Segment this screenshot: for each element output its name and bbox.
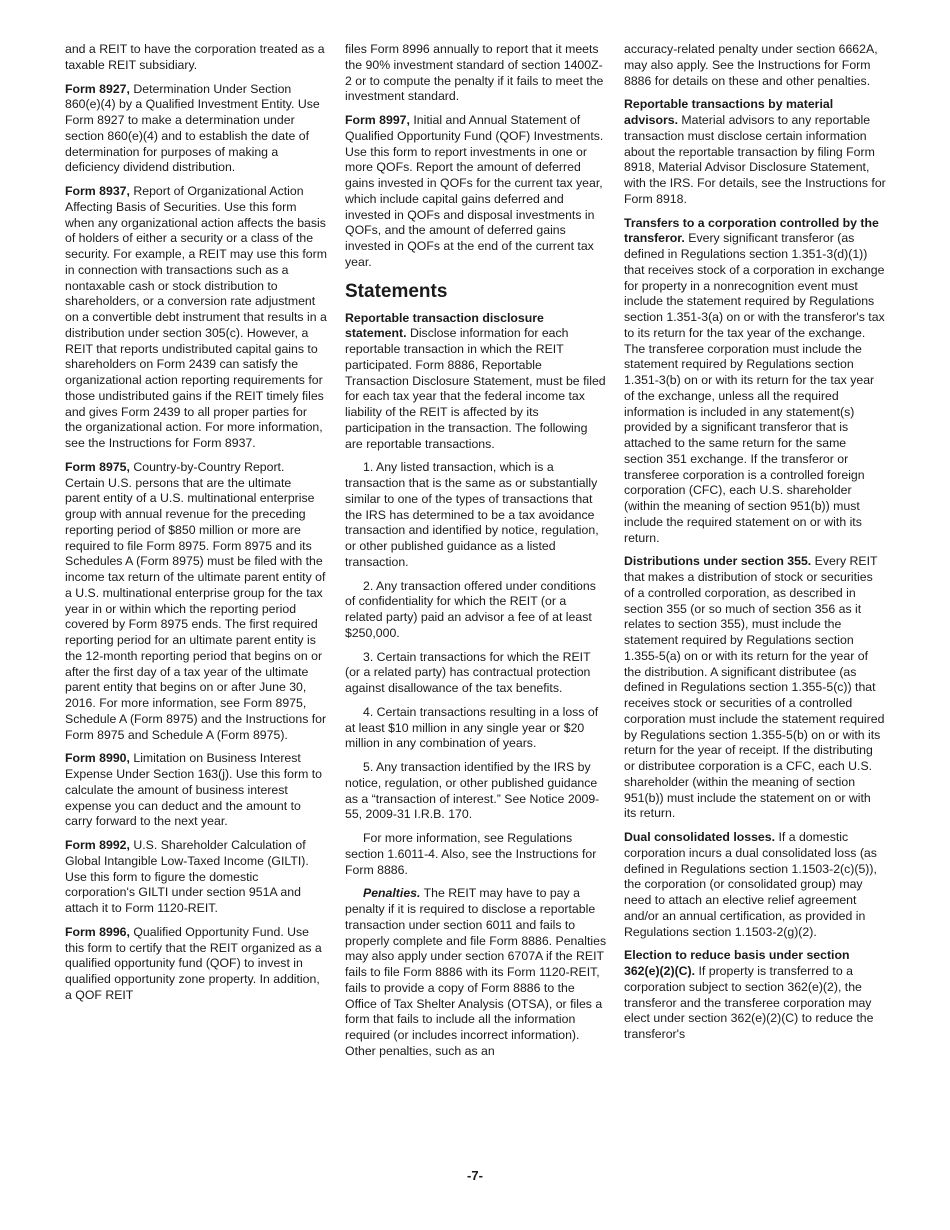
paragraph-distributions-355: Distributions under section 355. Every REIT that makes a distribution of stock or securities of a controlled corporation, as described in section 355 (or so much of section 356 as it relates to section 355), must include the statement required by Regulations section 1.355-5(a) on or with its return for the year of the distribution. A significant distributee (as defined in Regulations section 1.355-5(c)) that receives stock or securities of a controlled corporation must include the statement required by Regulations section 1.355-5(b) on or with its return for the year of receipt. If the distributing or distributee corporation is a CFC, each U.S. shareholder (within the meaning of section 951(b)) must include the statement on or with its return.: [624, 554, 885, 821]
column-right: [624, 42, 886, 1051]
list-item: 4. Certain transactions resulting in a loss of at least $10 million in any single year or $20 million in any combination of years.: [345, 704, 599, 751]
paragraph-dual-consolidated-losses: Dual consolidated losses. If a domestic corporation incurs a dual consolidated loss (as defined in Regulations section 1.1503-2(c)(5)), the corporation (or consolidated group) may need to attach an elective relief agreement and/or an annual certification, as provided in Regulations section 1.1503-2(g)(2).: [624, 830, 877, 939]
paragraph: files Form 8996 annually to report that it meets the 90% investment standard of section 1400Z-2 or to compute the penalty if it fails to meet the investment standard.: [345, 42, 604, 104]
paragraph-reportable-transaction: Reportable transaction disclosure statement. Disclose information for each reportable transaction in which the REIT participated. Form 8886, Reportable Transaction Disclosure Statement, must be filed for each tax year that the federal income tax liability of the REIT is affected by its participation in the transaction. The following are reportable transactions.: [345, 310, 606, 451]
column-middle: [345, 42, 607, 1068]
paragraph-form-8990: Form 8990, Limitation on Business Interest Expense Under Section 163(j). Use this form to calculate the amount of business interest expense you can deduct and the amount to carry forward to the next year.: [65, 751, 322, 829]
list-item: 5. Any transaction identified by the IRS by notice, regulation, or other published guidance as a “transaction of interest.” See Notice 2009-55, 2009-31 I.R.B. 170.: [345, 760, 600, 822]
column-left: [65, 42, 327, 1012]
page-number: -7-: [467, 1168, 483, 1183]
paragraph-form-8975: Form 8975, Country-by-Country Report. Certain U.S. persons that are the ultimate parent entity of a U.S. multinational enterprise group with annual revenue for the preceding reporting period of $850 million or more are required to file Form 8975. Form 8975 and its Schedules A (Form 8975) must be filed with the income tax return of the ultimate parent entity of a U.S. multinational enterprise group for the tax year in or within which the reporting period covered by Form 8975 ends. The first required reporting period for an ultimate parent entity is the 12-month reporting period that begins on or after the first day of a tax year of the ultimate parent entity that begins on or after June 30, 2016. For more information, see Form 8975, Schedule A (Form 8975) and the Instructions for Form 8975 and Schedule A (Form 8975).: [65, 459, 327, 742]
paragraph-form-8997: Form 8997, Initial and Annual Statement of Qualified Opportunity Fund (QOF) Investments. Use this form to report investments in one or more QOFs. Report the amount of deferred gains invested in QOFs for the current tax year, which include capital gains deferred and invested in QOFs and disposal investments in QOFs, and the amount of deferred gains invested in QOFs at the end of the current tax year.: [345, 113, 604, 269]
paragraph: accuracy-related penalty under section 6662A, may also apply. See the Instructions for Form 8886 for details on these and other penalties.: [624, 42, 878, 88]
paragraph: For more information, see Regulations section 1.6011-4. Also, see the Instructions for Form 8886.: [345, 831, 597, 877]
paragraph-penalties: Penalties. The REIT may have to pay a penalty if it is required to disclose a reportable transaction under section 6011 and fails to properly complete and file Form 8886. Penalties may also apply under section 6707A if the REIT fails to file Form 8886 with its Form 1120-REIT, fails to provide a copy of Form 8886 to the Office of Tax Shelter Analysis (OTSA), or files a form that fails to include all the information required (or includes incorrect information). Other penalties, such as an: [345, 886, 607, 1058]
paragraph-material-advisors: Reportable transactions by material advisors. Material advisors to any reportable transaction must disclose certain information about the reportable transaction by filing Form 8918, Material Advisor Disclosure Statement, with the IRS. For details, see the Instructions for Form 8918.: [624, 97, 886, 206]
section-heading-statements: Statements: [345, 280, 448, 302]
paragraph-form-8992: Form 8992, U.S. Shareholder Calculation of Global Intangible Low-Taxed Income (GILTI). Use this form to figure the domestic corporation's GILTI under section 951A and attach it to Form 1120-REIT.: [65, 838, 309, 915]
paragraph-transfers: Transfers to a corporation controlled by the transferor. Every significant transferor (as defined in Regulations section 1.351-3(d)(1)) that receives stock of a corporation in exchange for property in a nonrecognition event must include the statement required by Regulations section 1.351-3(a) on or with the transferor's tax to its return for the tax year of the exchange. The transferee corporation must include the statement required by Regulations section 1.351-3(b) on or with its return for the tax year of the exchange, unless all the required information is included in any statement(s) provided by a significant transferor that is attached to the same return for the same section 351 exchange. If the transferor or transferee corporation is a controlled foreign corporation (CFC), each U.S. shareholder (within the meaning of section 951(b)) must include the required statement on or with its return.: [624, 215, 885, 545]
paragraph: and a REIT to have the corporation treated as a taxable REIT subsidiary.: [65, 42, 325, 72]
paragraph-election-362: Election to reduce basis under section 362(e)(2)(C). If property is transferred to a corporation subject to section 362(e)(2), the transferor and the transferee corporation may elect under section 362(e)(2)(C) to reduce the transferor's: [624, 948, 874, 1041]
list-item: 3. Certain transactions for which the REIT (or a related party) has contractual protection against disallowance of the tax benefits.: [345, 649, 591, 695]
paragraph-form-8937: Form 8937, Report of Organizational Action Affecting Basis of Securities. Use this form when any organizational action affects the basis of holders of either a security or a class of the security. For example, a REIT may use this form in connection with transactions such as a nontaxable cash or stock distribution to shareholders, or a conversion rate adjustment on a convertible debt instrument that results in a distribution under section 305(c). However, a REIT that reports undistributed capital gains to shareholders on Form 2439 can satisfy the organizational action reporting requirements for those undistributed gains if the REIT timely files and gives Form 2439 to all proper parties for the organizational action. For more information, see the Instructions for Form 8937.: [65, 184, 327, 450]
paragraph-form-8927: Form 8927, Determination Under Section 860(e)(4) by a Qualified Investment Entity. Use Form 8927 to make a determination under section 860(e)(4) and to establish the date of determination for purposes of making a deficiency dividend distribution.: [65, 81, 320, 175]
list-item: 1. Any listed transaction, which is a transaction that is the same as or substantially similar to one of the types of transactions that the IRS has determined to be a tax avoidance transaction and identified by notice, regulation, or other published guidance as a listed transaction.: [345, 460, 599, 569]
paragraph-form-8996: Form 8996, Qualified Opportunity Fund. Use this form to certify that the REIT organized as a qualified opportunity fund (QOF) to invest in qualified opportunity zone property. In addition, a QOF REIT: [65, 924, 322, 1002]
list-item: 2. Any transaction offered under conditions of confidentiality for which the REIT (or a related party) paid an advisor a fee of at least $250,000.: [345, 578, 596, 640]
